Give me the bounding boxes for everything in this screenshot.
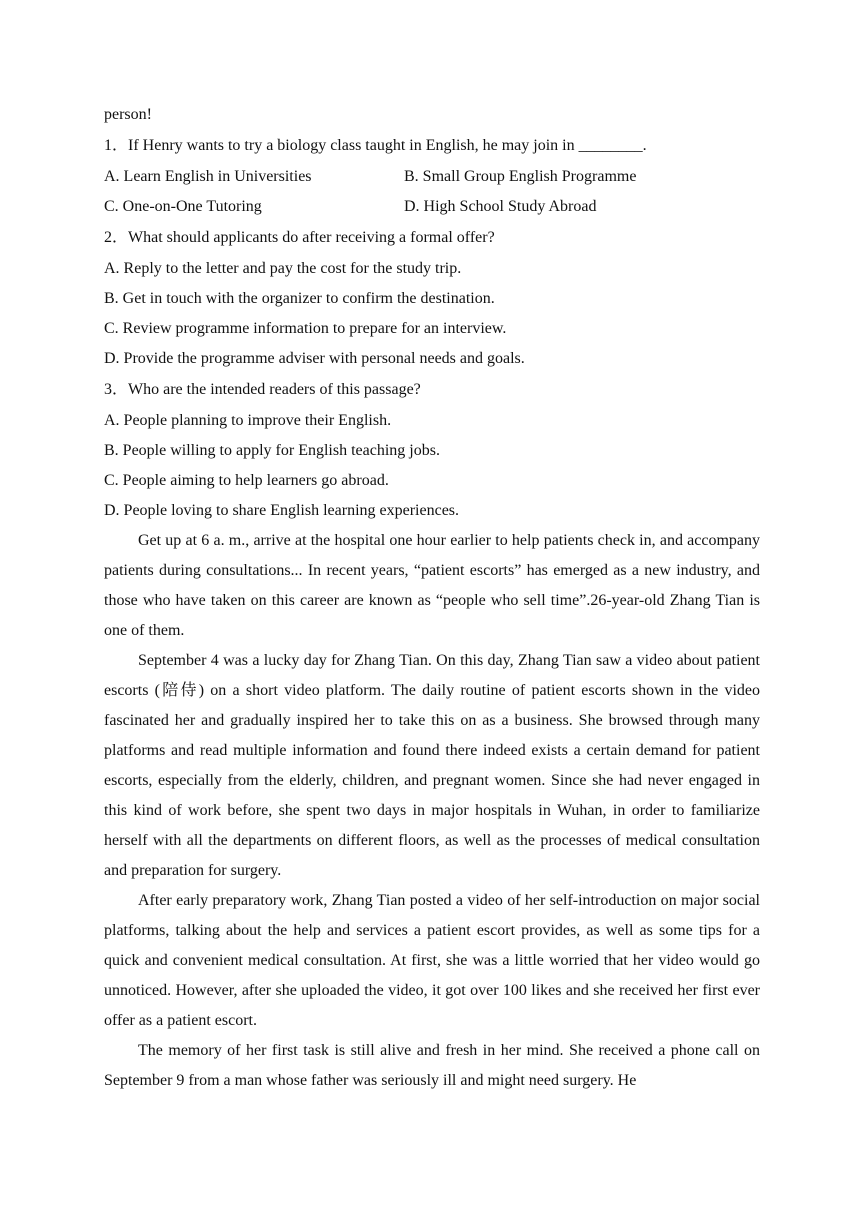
question-1 [104, 130, 760, 162]
option-b: B. Get in touch with the organizer to confirm the destination. [104, 290, 495, 307]
question-stem: Who are the intended readers of this passage? [128, 381, 421, 398]
options-row [104, 192, 760, 222]
document-content [104, 100, 760, 1096]
option-d: D. High School Study Abroad [404, 198, 597, 215]
options-row [104, 162, 760, 192]
option-b: B. People willing to apply for English teaching jobs. [104, 442, 440, 459]
intro-tail: person! [104, 106, 152, 123]
option-d: D. Provide the programme adviser with personal needs and goals. [104, 350, 525, 367]
passage-paragraph: After early preparatory work, Zhang Tian posted a video of her self-introduction on major social platforms, talking about the help and services a patient escort provides, as well as some tips for a quick and convenient medical consultation. At first, she was a little worried that her video would go unnoticed. However, after she uploaded the video, it got over 100 likes and she received her first ever offer as a patient escort. [104, 892, 760, 1029]
question-3 [104, 374, 760, 406]
option-d: D. People loving to share English learning experiences. [104, 502, 460, 519]
option-b: B. Small Group English Programme [404, 168, 637, 185]
option-c: C. Review programme information to prepare for an interview. [104, 320, 507, 337]
option-a: A. Reply to the letter and pay the cost for the study trip. [104, 260, 462, 277]
question-stem: If Henry wants to try a biology class taught in English, he may join in ________. [128, 137, 647, 154]
passage-paragraph: The memory of her first task is still alive and fresh in her mind. She received a phone call on September 9 from a man whose father was seriously ill and might need surgery. He [104, 1042, 760, 1089]
question-stem: What should applicants do after receiving a formal offer? [128, 229, 495, 246]
question-number: 1． [104, 137, 129, 154]
question-number: 3． [104, 381, 129, 398]
option-a: A. People planning to improve their English. [104, 412, 392, 429]
passage-paragraph: Get up at 6 a. m., arrive at the hospital one hour earlier to help patients check in, and accompany patients during consultations... In recent years, “patient escorts” has emerged as a new industry, and those who have taken on this career are known as “people who sell time”.26-year-old Zhang Tian is one of them. [104, 532, 760, 639]
question-number: 2． [104, 229, 129, 246]
passage-paragraph: September 4 was a lucky day for Zhang Tian. On this day, Zhang Tian saw a video about patient escorts (陪侍) on a short video platform. The daily routine of patient escorts shown in the video fascinated her and gradually inspired her to take this on as a business. She browsed through many platforms and read multiple information and found there indeed exists a certain demand for patient escorts, especially from the elderly, children, and pregnant women. Since she had never engaged in this kind of work before, she spent two days in major hospitals in Wuhan, in order to familiarize herself with all the departments on different floors, as well as the processes of medical consultation and preparation for surgery. [104, 652, 760, 879]
option-c: C. People aiming to help learners go abroad. [104, 472, 389, 489]
option-c: C. One-on-One Tutoring [104, 198, 262, 215]
question-2 [104, 222, 760, 254]
option-a: A. Learn English in Universities [104, 168, 312, 185]
